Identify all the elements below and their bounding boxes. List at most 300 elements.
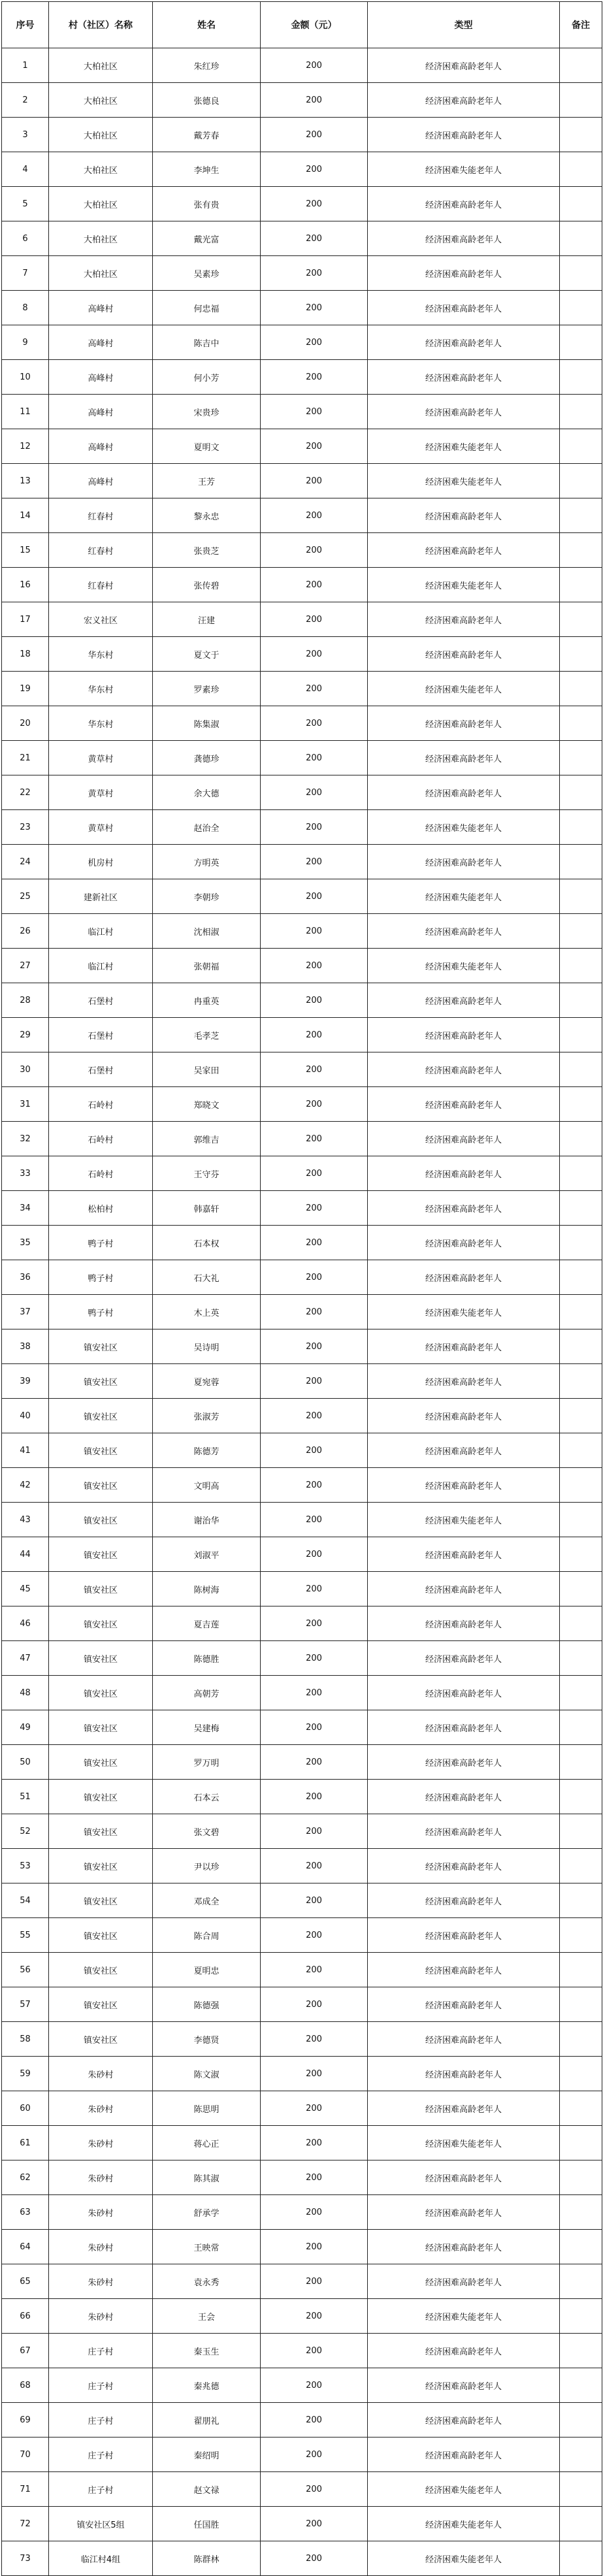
cell-village: 红春村 (49, 498, 153, 533)
cell-name: 陈合周 (153, 1918, 261, 1953)
cell-remark (560, 1295, 602, 1329)
cell-seq: 50 (2, 1745, 49, 1780)
cell-village: 石岭村 (49, 1156, 153, 1191)
header-name: 姓名 (153, 2, 261, 48)
cell-seq: 34 (2, 1191, 49, 1226)
cell-seq: 30 (2, 1052, 49, 1087)
cell-name: 秦绍明 (153, 2437, 261, 2472)
cell-village: 庄子村 (49, 2437, 153, 2472)
cell-type: 经济困难失能老年人 (368, 568, 560, 602)
cell-seq: 67 (2, 2334, 49, 2368)
cell-amount: 200 (261, 1433, 368, 1468)
cell-amount: 200 (261, 325, 368, 360)
cell-name: 张有贵 (153, 187, 261, 221)
cell-name: 尹以珍 (153, 1849, 261, 1883)
cell-name: 张文碧 (153, 1814, 261, 1849)
cell-remark (560, 2541, 602, 2576)
cell-amount: 200 (261, 1780, 368, 1814)
cell-seq: 64 (2, 2230, 49, 2264)
cell-amount: 200 (261, 2299, 368, 2334)
cell-village: 石堡村 (49, 983, 153, 1018)
cell-type: 经济困难高龄老年人 (368, 1606, 560, 1641)
cell-type: 经济困难高龄老年人 (368, 2334, 560, 2368)
cell-remark (560, 1987, 602, 2022)
table-row (2, 1433, 602, 1468)
table-row (2, 1641, 602, 1676)
cell-name: 郑晓文 (153, 1087, 261, 1122)
cell-name: 秦玉生 (153, 2334, 261, 2368)
cell-village: 朱砂村 (49, 2091, 153, 2126)
table-row (2, 429, 602, 464)
cell-remark (560, 2126, 602, 2160)
cell-name: 毛孝芝 (153, 1018, 261, 1052)
cell-type: 经济困难失能老年人 (368, 879, 560, 914)
cell-type: 经济困难失能老年人 (368, 1503, 560, 1537)
cell-village: 镇安社区 (49, 1537, 153, 1572)
table-row (2, 1745, 602, 1780)
cell-amount: 200 (261, 1987, 368, 2022)
header-row (2, 2, 602, 48)
cell-name: 陈德胜 (153, 1641, 261, 1676)
cell-village: 镇安社区 (49, 1641, 153, 1676)
header-village: 村（社区）名称 (49, 2, 153, 48)
cell-seq: 20 (2, 706, 49, 741)
cell-seq: 68 (2, 2368, 49, 2403)
cell-seq: 32 (2, 1122, 49, 1156)
table-row (2, 2230, 602, 2264)
cell-remark (560, 1226, 602, 1260)
cell-name: 张朝福 (153, 949, 261, 983)
table-row (2, 1918, 602, 1953)
cell-amount: 200 (261, 1745, 368, 1780)
cell-name: 赵文禄 (153, 2472, 261, 2507)
table-row (2, 1329, 602, 1364)
cell-name: 吴素珍 (153, 256, 261, 291)
cell-remark (560, 914, 602, 949)
cell-remark (560, 1953, 602, 1987)
table-row (2, 949, 602, 983)
cell-name: 张德良 (153, 83, 261, 118)
cell-type: 经济困难高龄老年人 (368, 2230, 560, 2264)
cell-village: 朱砂村 (49, 2195, 153, 2230)
cell-name: 李德贤 (153, 2022, 261, 2057)
cell-village: 黄草村 (49, 741, 153, 775)
cell-seq: 69 (2, 2403, 49, 2437)
cell-type: 经济困难失能老年人 (368, 152, 560, 187)
cell-remark (560, 256, 602, 291)
cell-remark (560, 1641, 602, 1676)
cell-remark (560, 775, 602, 810)
cell-remark (560, 1572, 602, 1606)
cell-remark (560, 949, 602, 983)
cell-type: 经济困难失能老年人 (368, 2299, 560, 2334)
cell-remark (560, 1918, 602, 1953)
cell-village: 镇安社区 (49, 1814, 153, 1849)
cell-amount: 200 (261, 1191, 368, 1226)
table-row (2, 187, 602, 221)
cell-village: 黄草村 (49, 775, 153, 810)
cell-type: 经济困难高龄老年人 (368, 2403, 560, 2437)
cell-village: 朱砂村 (49, 2057, 153, 2091)
cell-name: 石大礼 (153, 1260, 261, 1295)
cell-name: 吴建梅 (153, 1710, 261, 1745)
cell-name: 张贵芝 (153, 533, 261, 568)
cell-village: 镇安社区 (49, 1606, 153, 1641)
cell-remark (560, 1364, 602, 1399)
cell-remark (560, 672, 602, 706)
cell-name: 谢治华 (153, 1503, 261, 1537)
cell-village: 鸭子村 (49, 1226, 153, 1260)
cell-remark (560, 2334, 602, 2368)
cell-seq: 3 (2, 118, 49, 152)
table-row (2, 2507, 602, 2541)
cell-remark (560, 568, 602, 602)
cell-remark (560, 2472, 602, 2507)
cell-amount: 200 (261, 1052, 368, 1087)
cell-type: 经济困难高龄老年人 (368, 1329, 560, 1364)
cell-amount: 200 (261, 949, 368, 983)
cell-village: 镇安社区 (49, 1399, 153, 1433)
cell-type: 经济困难高龄老年人 (368, 845, 560, 879)
cell-amount: 200 (261, 221, 368, 256)
cell-name: 夏明忠 (153, 1953, 261, 1987)
table-row (2, 533, 602, 568)
cell-seq: 29 (2, 1018, 49, 1052)
cell-seq: 26 (2, 914, 49, 949)
cell-seq: 38 (2, 1329, 49, 1364)
cell-amount: 200 (261, 879, 368, 914)
cell-amount: 200 (261, 48, 368, 83)
cell-amount: 200 (261, 741, 368, 775)
cell-seq: 72 (2, 2507, 49, 2541)
table-row (2, 1953, 602, 1987)
table-row (2, 1226, 602, 1260)
cell-type: 经济困难高龄老年人 (368, 2195, 560, 2230)
table-row (2, 395, 602, 429)
table-row (2, 1364, 602, 1399)
cell-name: 夏明文 (153, 429, 261, 464)
cell-name: 李坤生 (153, 152, 261, 187)
cell-village: 庄子村 (49, 2334, 153, 2368)
cell-name: 陈思明 (153, 2091, 261, 2126)
cell-remark (560, 1329, 602, 1364)
cell-seq: 58 (2, 2022, 49, 2057)
cell-amount: 200 (261, 1918, 368, 1953)
cell-village: 镇安社区5组 (49, 2507, 153, 2541)
table-row (2, 1606, 602, 1641)
cell-seq: 21 (2, 741, 49, 775)
cell-type: 经济困难失能老年人 (368, 2541, 560, 2576)
table-row (2, 2195, 602, 2230)
cell-amount: 200 (261, 775, 368, 810)
cell-village: 高峰村 (49, 429, 153, 464)
cell-amount: 200 (261, 1364, 368, 1399)
cell-amount: 200 (261, 2403, 368, 2437)
cell-remark (560, 48, 602, 83)
cell-village: 朱砂村 (49, 2230, 153, 2264)
cell-village: 石岭村 (49, 1087, 153, 1122)
cell-name: 刘淑平 (153, 1537, 261, 1572)
cell-name: 方明英 (153, 845, 261, 879)
cell-seq: 73 (2, 2541, 49, 2576)
cell-amount: 200 (261, 1953, 368, 1987)
header-amount: 金额（元） (261, 2, 368, 48)
cell-seq: 18 (2, 637, 49, 672)
cell-seq: 40 (2, 1399, 49, 1433)
cell-type: 经济困难高龄老年人 (368, 706, 560, 741)
cell-village: 鸭子村 (49, 1295, 153, 1329)
cell-type: 经济困难高龄老年人 (368, 360, 560, 395)
cell-amount: 200 (261, 2507, 368, 2541)
cell-amount: 200 (261, 602, 368, 637)
cell-remark (560, 221, 602, 256)
cell-amount: 200 (261, 2230, 368, 2264)
cell-village: 松柏村 (49, 1191, 153, 1226)
table-row (2, 1122, 602, 1156)
cell-amount: 200 (261, 2368, 368, 2403)
table-row (2, 498, 602, 533)
cell-amount: 200 (261, 2091, 368, 2126)
cell-name: 翟朋礼 (153, 2403, 261, 2437)
cell-type: 经济困难高龄老年人 (368, 118, 560, 152)
table-row (2, 2126, 602, 2160)
table-row (2, 845, 602, 879)
cell-remark (560, 1122, 602, 1156)
cell-amount: 200 (261, 1676, 368, 1710)
cell-type: 经济困难高龄老年人 (368, 256, 560, 291)
cell-remark (560, 810, 602, 845)
cell-seq: 23 (2, 810, 49, 845)
table-header (2, 2, 602, 48)
cell-village: 镇安社区 (49, 1364, 153, 1399)
cell-seq: 4 (2, 152, 49, 187)
cell-type: 经济困难高龄老年人 (368, 1226, 560, 1260)
cell-village: 大柏社区 (49, 152, 153, 187)
cell-type: 经济困难高龄老年人 (368, 1883, 560, 1918)
cell-amount: 200 (261, 2126, 368, 2160)
cell-type: 经济困难失能老年人 (368, 464, 560, 498)
cell-seq: 49 (2, 1710, 49, 1745)
cell-name: 汪建 (153, 602, 261, 637)
cell-name: 沈相淑 (153, 914, 261, 949)
cell-seq: 55 (2, 1918, 49, 1953)
cell-village: 镇安社区 (49, 1849, 153, 1883)
cell-remark (560, 291, 602, 325)
cell-remark (560, 1087, 602, 1122)
table-row (2, 2022, 602, 2057)
table-row (2, 1191, 602, 1226)
cell-type: 经济困难高龄老年人 (368, 1156, 560, 1191)
table-row (2, 152, 602, 187)
cell-seq: 54 (2, 1883, 49, 1918)
cell-name: 黎永忠 (153, 498, 261, 533)
cell-remark (560, 187, 602, 221)
cell-amount: 200 (261, 1883, 368, 1918)
table-row (2, 291, 602, 325)
table-row (2, 2541, 602, 2576)
cell-village: 镇安社区 (49, 1572, 153, 1606)
cell-remark (560, 2022, 602, 2057)
cell-seq: 16 (2, 568, 49, 602)
cell-name: 袁永秀 (153, 2264, 261, 2299)
cell-village: 大柏社区 (49, 48, 153, 83)
table-row (2, 1468, 602, 1503)
cell-amount: 200 (261, 983, 368, 1018)
cell-remark (560, 83, 602, 118)
cell-remark (560, 1468, 602, 1503)
table-row (2, 602, 602, 637)
cell-seq: 57 (2, 1987, 49, 2022)
cell-village: 高峰村 (49, 395, 153, 429)
cell-seq: 28 (2, 983, 49, 1018)
cell-type: 经济困难高龄老年人 (368, 741, 560, 775)
cell-remark (560, 1676, 602, 1710)
table-row (2, 1814, 602, 1849)
cell-remark (560, 325, 602, 360)
cell-village: 临江村 (49, 914, 153, 949)
cell-seq: 27 (2, 949, 49, 983)
cell-remark (560, 498, 602, 533)
cell-name: 郭维吉 (153, 1122, 261, 1156)
cell-remark (560, 879, 602, 914)
cell-remark (560, 1433, 602, 1468)
cell-village: 镇安社区 (49, 1676, 153, 1710)
cell-amount: 200 (261, 706, 368, 741)
cell-name: 陈德芳 (153, 1433, 261, 1468)
cell-seq: 52 (2, 1814, 49, 1849)
cell-name: 邓成全 (153, 1883, 261, 1918)
cell-name: 任国胜 (153, 2507, 261, 2541)
cell-type: 经济困难高龄老年人 (368, 291, 560, 325)
cell-type: 经济困难高龄老年人 (368, 1191, 560, 1226)
cell-seq: 33 (2, 1156, 49, 1191)
table-row (2, 1087, 602, 1122)
cell-amount: 200 (261, 1122, 368, 1156)
cell-type: 经济困难高龄老年人 (368, 1260, 560, 1295)
cell-village: 华东村 (49, 706, 153, 741)
cell-amount: 200 (261, 187, 368, 221)
header-type: 类型 (368, 2, 560, 48)
cell-type: 经济困难高龄老年人 (368, 637, 560, 672)
cell-village: 镇安社区 (49, 2022, 153, 2057)
cell-village: 镇安社区 (49, 1503, 153, 1537)
cell-amount: 200 (261, 118, 368, 152)
cell-type: 经济困难高龄老年人 (368, 1849, 560, 1883)
table-row (2, 672, 602, 706)
cell-type: 经济困难失能老年人 (368, 2507, 560, 2541)
table-row (2, 325, 602, 360)
table-row (2, 706, 602, 741)
table-row (2, 914, 602, 949)
table-row (2, 2334, 602, 2368)
cell-remark (560, 706, 602, 741)
cell-remark (560, 1260, 602, 1295)
cell-name: 高朝芳 (153, 1676, 261, 1710)
cell-amount: 200 (261, 1087, 368, 1122)
cell-village: 红春村 (49, 568, 153, 602)
cell-seq: 70 (2, 2437, 49, 2472)
cell-remark (560, 2230, 602, 2264)
table-row (2, 1260, 602, 1295)
cell-village: 庄子村 (49, 2403, 153, 2437)
cell-village: 大柏社区 (49, 83, 153, 118)
cell-seq: 46 (2, 1606, 49, 1641)
cell-village: 大柏社区 (49, 187, 153, 221)
cell-type: 经济困难高龄老年人 (368, 2160, 560, 2195)
cell-village: 石岭村 (49, 1122, 153, 1156)
cell-name: 朱红珍 (153, 48, 261, 83)
cell-amount: 200 (261, 637, 368, 672)
cell-amount: 200 (261, 2472, 368, 2507)
cell-name: 秦兆德 (153, 2368, 261, 2403)
cell-type: 经济困难高龄老年人 (368, 498, 560, 533)
table-row (2, 1710, 602, 1745)
cell-seq: 19 (2, 672, 49, 706)
cell-name: 龚德珍 (153, 741, 261, 775)
cell-remark (560, 2195, 602, 2230)
cell-name: 陈文淑 (153, 2057, 261, 2091)
table-row (2, 2437, 602, 2472)
cell-type: 经济困难高龄老年人 (368, 2264, 560, 2299)
table-row (2, 1156, 602, 1191)
cell-amount: 200 (261, 83, 368, 118)
cell-type: 经济困难高龄老年人 (368, 48, 560, 83)
cell-village: 镇安社区 (49, 1710, 153, 1745)
cell-seq: 44 (2, 1537, 49, 1572)
cell-village: 镇安社区 (49, 1433, 153, 1468)
cell-seq: 13 (2, 464, 49, 498)
cell-remark (560, 1191, 602, 1226)
cell-type: 经济困难高龄老年人 (368, 2022, 560, 2057)
cell-name: 陈吉中 (153, 325, 261, 360)
cell-remark (560, 1537, 602, 1572)
cell-amount: 200 (261, 845, 368, 879)
table-row (2, 1399, 602, 1433)
cell-amount: 200 (261, 1329, 368, 1364)
cell-remark (560, 360, 602, 395)
cell-remark (560, 1710, 602, 1745)
cell-seq: 47 (2, 1641, 49, 1676)
cell-remark (560, 2091, 602, 2126)
cell-name: 石本云 (153, 1780, 261, 1814)
cell-amount: 200 (261, 2264, 368, 2299)
cell-amount: 200 (261, 291, 368, 325)
cell-amount: 200 (261, 2541, 368, 2576)
cell-seq: 48 (2, 1676, 49, 1710)
cell-name: 木上英 (153, 1295, 261, 1329)
cell-type: 经济困难失能老年人 (368, 672, 560, 706)
cell-village: 庄子村 (49, 2472, 153, 2507)
table-row (2, 2368, 602, 2403)
cell-remark (560, 2437, 602, 2472)
cell-type: 经济困难高龄老年人 (368, 1122, 560, 1156)
cell-remark (560, 1503, 602, 1537)
cell-seq: 14 (2, 498, 49, 533)
cell-remark (560, 152, 602, 187)
cell-amount: 200 (261, 1503, 368, 1537)
cell-remark (560, 429, 602, 464)
table-row (2, 568, 602, 602)
cell-village: 大柏社区 (49, 118, 153, 152)
table-row (2, 1295, 602, 1329)
cell-remark (560, 533, 602, 568)
cell-seq: 41 (2, 1433, 49, 1468)
cell-type: 经济困难高龄老年人 (368, 1537, 560, 1572)
cell-type: 经济困难高龄老年人 (368, 775, 560, 810)
cell-type: 经济困难高龄老年人 (368, 1814, 560, 1849)
cell-name: 王守芬 (153, 1156, 261, 1191)
cell-seq: 22 (2, 775, 49, 810)
